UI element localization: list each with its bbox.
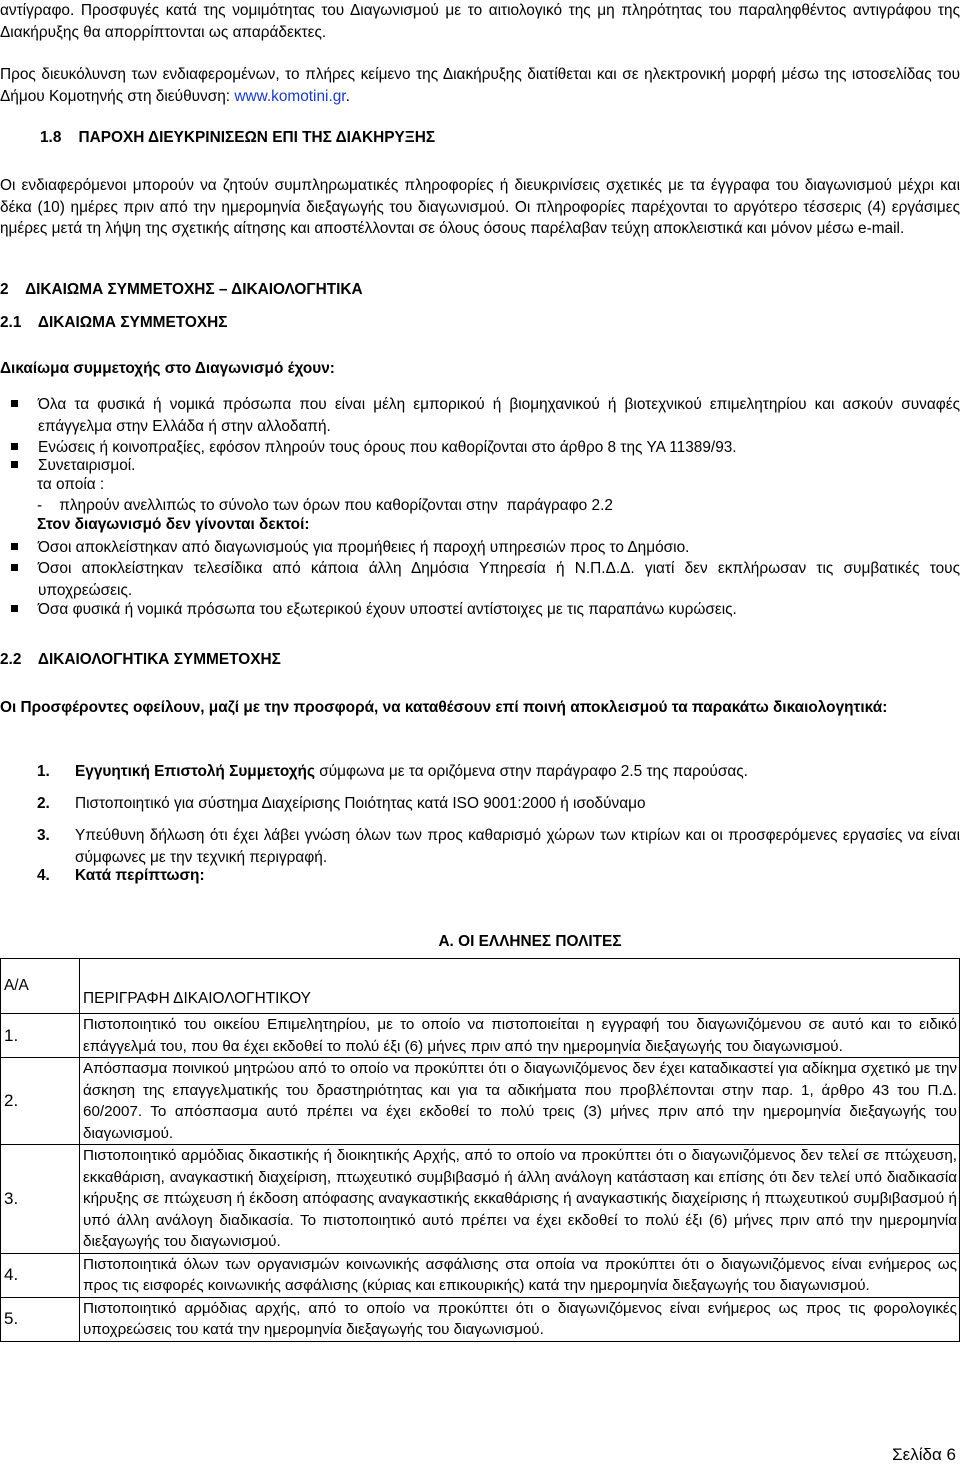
- square-bullet-icon: [11, 443, 18, 450]
- list-item-text: Συνεταιρισμοί.: [38, 457, 136, 474]
- list-item-text: Όσοι αποκλείστηκαν τελεσίδικα από κάποια άλλη Δημόσια Υπηρεσία ή Ν.Π.Δ.Δ. γιατί δεν εκπλήρωσαν τις συμβατικές τους υποχρεώσεις.: [38, 560, 960, 599]
- page-number: Σελίδα 6: [892, 1445, 956, 1464]
- row-number: 2.: [1, 1058, 80, 1145]
- square-bullet-icon: [11, 605, 18, 612]
- list-item-number: 1.: [37, 763, 50, 780]
- list-item-text: Πιστοποιητικό για σύστημα Διαχείρισης Ποιότητας κατά ISO 9001:2000 ή ισοδύναμο: [75, 795, 646, 812]
- list-item-text: Όσοι αποκλείστηκαν από διαγωνισμούς για προμήθειες ή παροχή υπηρεσιών προς το Δημόσιο.: [38, 539, 690, 556]
- list-item-text: Ενώσεις ή κοινοπραξίες, εφόσον πληρούν τους όρους που καθορίζονται στο άρθρο 8 της ΥΑ 11389/93.: [38, 439, 737, 456]
- paragraph-end: .: [345, 87, 350, 105]
- list-item-number: 2.: [37, 795, 50, 812]
- row-number: 3.: [1, 1145, 80, 1254]
- section-2-1-subheading: Δικαίωμα συμμετοχής στο Διαγωνισμό έχουν:: [0, 360, 335, 377]
- table-row: [1, 1058, 960, 1145]
- column-header-number: Α/Α: [1, 959, 80, 1014]
- row-description: Πιστοποιητικό του οικείου Επιμελητηρίου, με το οποίο να πιστοποιείται η εγγραφή του διαγωνιζόμενου σε αυτό και το ειδικό επάγγελμά του, που θα έχει εκδοθεί το πολύ έξι (6) μήνες πριν από την ημερομηνία διεξαγωγής του διαγωνισμού.: [80, 1014, 960, 1058]
- square-bullet-icon: [11, 564, 18, 571]
- list-item-text: Υπεύθυνη δήλωση ότι έχει λάβει γνώση όλων των προς καθαρισμό χώρων των κτιρίων και οι προσφερόμενες εργασίες να είναι σύμφωνες με την τεχνική περιγραφή.: [75, 827, 960, 866]
- row-description: Απόσπασμα ποινικού μητρώου από το οποίο να προκύπτει ότι ο διαγωνιζόμενος δεν έχει καταδικαστεί για αδίκημα σχετικό με την άσκηση της επαγγελματικής του δραστηριότητας και για τα αδικήματα που προβλέπονται στην παρ. 1, άρθρο 43 του Π.Δ. 60/2007. Το απόσπασμα αυτό πρέπει να έχει εκδοθεί το πολύ τρεις (3) μήνες πριν από την ημερομηνία διεξαγωγής του διαγωνισμού.: [80, 1058, 960, 1145]
- section-1-8-body: Οι ενδιαφερόμενοι μπορούν να ζητούν συμπληρωματικές πληροφορίες ή διευκρινίσεις σχετικές με τα έγγραφα του διαγωνισμού μέχρι και δέκα (10) ημέρες πριν από την ημερομηνία διεξαγωγής του διαγωνισμού. Οι πληροφορίες παρέχονται το αργότερο τέσσερις (4) εργάσιμες ημέρες μετά τη λήψη της σχετικής αίτησης και αποστέλλονται σε όλους όσους παρέλαβαν τεύχη αποκλειστικά και μόνον μέσω e-mail.: [0, 177, 960, 237]
- section-2-2-heading: 2.2 ΔΙΚΑΙΟΛΟΓΗΤΙΚΑ ΣΥΜΜΕΤΟΧΗΣ: [0, 651, 281, 668]
- paragraph-electronic-access-text: Προς διευκόλυνση των ενδιαφερομένων, το πλήρες κείμενο της Διακήρυξης διατίθεται και σε ηλεκτρονική μορφή μέσω της ιστοσελίδας του Δήμου Κομοτηνής στη διεύθυνση:: [0, 66, 960, 105]
- list-item-text: Όσα φυσικά ή νομικά πρόσωπα του εξωτερικού έχουν υποστεί αντίστοιχες με τις παραπάνω κυρώσεις.: [38, 601, 737, 618]
- list-item-text: Κατά περίπτωση:: [75, 867, 205, 884]
- which-label: τα οποία :: [37, 476, 105, 493]
- row-description: Πιστοποιητικό αρμόδιας αρχής, από το οποίο να προκύπτει ότι ο διαγωνιζόμενος είναι ενήμερος ως προς τις φορολογικές υποχρεώσεις του κατά την ημερομηνία διεξαγωγής του διαγωνισμού.: [80, 1297, 960, 1341]
- section-1-8-heading: 1.8 ΠΑΡΟΧΗ ΔΙΕΥΚΡΙΝΙΣΕΩΝ ΕΠΙ ΤΗΣ ΔΙΑΚΗΡΥΞΗΣ: [40, 129, 436, 146]
- table-row: [1, 1014, 960, 1058]
- square-bullet-icon: [11, 400, 18, 407]
- requirements-table: [0, 958, 960, 1342]
- section-2-heading: 2 ΔΙΚΑΙΩΜΑ ΣΥΜΜΕΤΟΧΗΣ – ΔΙΚΑΙΟΛΟΓΗΤΙΚΑ: [0, 281, 363, 298]
- table-title: Α. ΟΙ ΕΛΛΗΝΕΣ ΠΟΛΙΤΕΣ: [438, 933, 622, 950]
- paragraph-copy-notice: αντίγραφο. Προσφυγές κατά της νομιμότητας του Διαγωνισμού με το αιτιολογικό της μη πληρότητας του παραληφθέντος αντιγράφου της Διακήρυξης θα απορρίπτονται ως απαράδεκτες.: [0, 2, 960, 41]
- list-item-bold: Εγγυητική Επιστολή Συμμετοχής: [75, 763, 315, 780]
- row-number: 5.: [1, 1297, 80, 1341]
- table-row: [1, 1253, 960, 1297]
- list-item-rest: σύμφωνα με τα oριζόμενα στην παράγραφο 2.5 της παρούσας.: [314, 763, 748, 780]
- list-item-text: Όλα τα φυσικά ή νομικά πρόσωπα που είναι μέλη εμπορικού ή βιομηχανικού ή βιοτεχνικού επιμελητηρίου και ασκούν συναφές επάγγελμα στην Ελλάδα ή στην αλλοδαπή.: [38, 396, 960, 435]
- section-2-1-heading: 2.1 ΔΙΚΑΙΩΜΑ ΣΥΜΜΕΤΟΧΗΣ: [0, 314, 228, 331]
- list-item-text: [75, 761, 960, 783]
- dash-item: - πληρούν ανελλιπώς το σύνολο των όρων που καθορίζονται στην παράγραφο 2.2: [37, 497, 613, 514]
- table-header-row: [1, 959, 960, 1014]
- list-item-number: 3.: [37, 827, 50, 844]
- list-item-number: 4.: [37, 867, 50, 884]
- square-bullet-icon: [11, 461, 18, 468]
- website-link[interactable]: www.komotini.gr: [234, 87, 346, 105]
- row-description: Πιστοποιητικά όλων των οργανισμών κοινωνικής ασφάλισης στα οποία να προκύπτει ότι ο διαγωνιζόμενος είναι ενήμερος ως προς τις εισφορές κοινωνικής ασφάλισης (κύριας και επικουρικής) κατά την ημερομηνία διεξαγωγής του διαγωνισμού.: [80, 1253, 960, 1297]
- row-number: 4.: [1, 1253, 80, 1297]
- square-bullet-icon: [11, 543, 18, 550]
- not-accepted-heading: Στον διαγωνισμό δεν γίνονται δεκτοί:: [37, 516, 310, 533]
- paragraph-electronic-access: [0, 64, 960, 107]
- row-number: 1.: [1, 1014, 80, 1058]
- table-row: [1, 1297, 960, 1341]
- row-description: Πιστοποιητικό αρμόδιας δικαστικής ή διοικητικής Αρχής, από το οποίο να προκύπτει ότι ο διαγωνιζόμενος δεν τελεί σε πτώχευση, εκκαθάριση, αναγκαστική διαχείριση, πτωχευτικό συμβιβασμό ή άλλη ανάλογη κατάσταση και επίσης ότι δεν τελεί υπό διαδικασία κήρυξης σε πτώχευση ή έκδοση απόφασης αναγκαστικής εκκαθάρισης ή αναγκαστικής διαχείρισης ή πτωχευτικού συμβιβασμού ή υπό άλλη ανάλογη διαδικασία. Το πιστοποιητικό αυτό πρέπει να έχει εκδοθεί το πολύ έξι (6) μήνες πριν από την ημερομηνία διεξαγωγής του διαγωνισμού.: [80, 1145, 960, 1254]
- section-2-2-intro: Οι Προσφέροντες οφείλουν, μαζί με την προσφορά, να καταθέσουν επί ποινή αποκλεισμού τα παρακάτω δικαιολογητικά:: [0, 699, 888, 716]
- table-row: [1, 1145, 960, 1254]
- column-header-description: ΠΕΡΙΓΡΑΦΗ ΔΙΚΑΙΟΛΟΓΗΤΙΚΟΥ: [80, 959, 960, 1014]
